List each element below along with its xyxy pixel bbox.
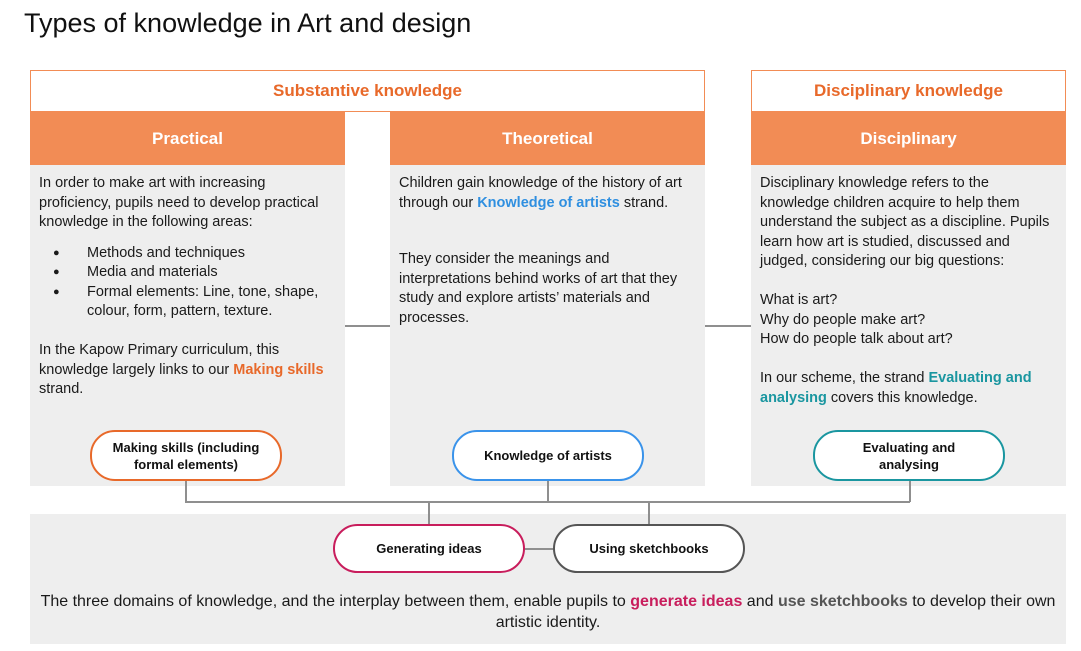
evaluating-analysing-pill: Evaluating and analysing <box>813 430 1005 481</box>
knowledge-of-artists-link-text: Knowledge of artists <box>477 194 620 211</box>
disciplinary-p1: Disciplinary knowledge refers to the knowledge children acquire to help them understand the subject as a discipline. Pupils learn how art is studied, discussed and judged, considering our big questions: <box>760 175 1050 269</box>
practical-header: Practical <box>30 112 345 165</box>
page-title: Types of knowledge in Art and design <box>24 8 472 38</box>
generating-ideas-pill: Generating ideas <box>333 524 525 573</box>
connector-line <box>547 481 549 502</box>
evaluating-analysing-link-text: Evaluating and analysing <box>760 370 1032 406</box>
connector-line <box>524 548 556 550</box>
connector-line <box>185 481 187 502</box>
big-question: Why do people make art? <box>760 311 926 328</box>
disciplinary-p3: In our scheme, the strand Evaluating and analysing covers this knowledge. <box>760 370 1032 406</box>
list-item: ● Methods and techniques <box>39 244 336 264</box>
connector-line <box>648 501 650 524</box>
knowledge-of-artists-pill: Knowledge of artists <box>452 430 644 481</box>
making-skills-pill: Making skills (including formal elements) <box>90 430 282 481</box>
use-sketchbooks-highlight: use sketchbooks <box>777 593 908 610</box>
using-sketchbooks-pill: Using sketchbooks <box>553 524 745 573</box>
generate-ideas-highlight: generate ideas <box>630 593 743 610</box>
practical-bullets <box>39 244 336 322</box>
connector-line <box>185 501 910 503</box>
list-item: ● Formal elements: Line, tone, shape, colour, form, pattern, texture. <box>39 283 336 322</box>
list-item: ● Media and materials <box>39 263 336 283</box>
substantive-knowledge-header: Substantive knowledge <box>30 70 705 112</box>
connector-line <box>345 325 390 327</box>
theoretical-p2: They consider the meanings and interpretations behind works of art that they study and explore artists’ materials and processes. <box>399 251 678 326</box>
big-question: How do people talk about art? <box>760 331 953 347</box>
practical-outro: In the Kapow Primary curriculum, this knowledge largely links to our Making skills strand. <box>39 342 324 397</box>
disciplinary-knowledge-header: Disciplinary knowledge <box>751 70 1066 112</box>
theoretical-p1: Children gain knowledge of the history of art through our Knowledge of artists strand. <box>399 175 682 211</box>
connector-line <box>428 501 430 524</box>
practical-intro: In order to make art with increasing proficiency, pupils need to develop practical knowledge in the following areas: <box>39 175 319 230</box>
connector-line <box>909 481 911 502</box>
making-skills-link-text: Making skills <box>233 361 324 378</box>
big-question: What is art? <box>760 292 838 308</box>
disciplinary-header: Disciplinary <box>751 112 1066 165</box>
connector-line <box>705 325 751 327</box>
theoretical-header: Theoretical <box>390 112 705 165</box>
summary-statement: The three domains of knowledge, and the interplay between them, enable pupils to generate ideas and use sketchbooks to develop their own artistic identity. <box>40 593 1056 631</box>
